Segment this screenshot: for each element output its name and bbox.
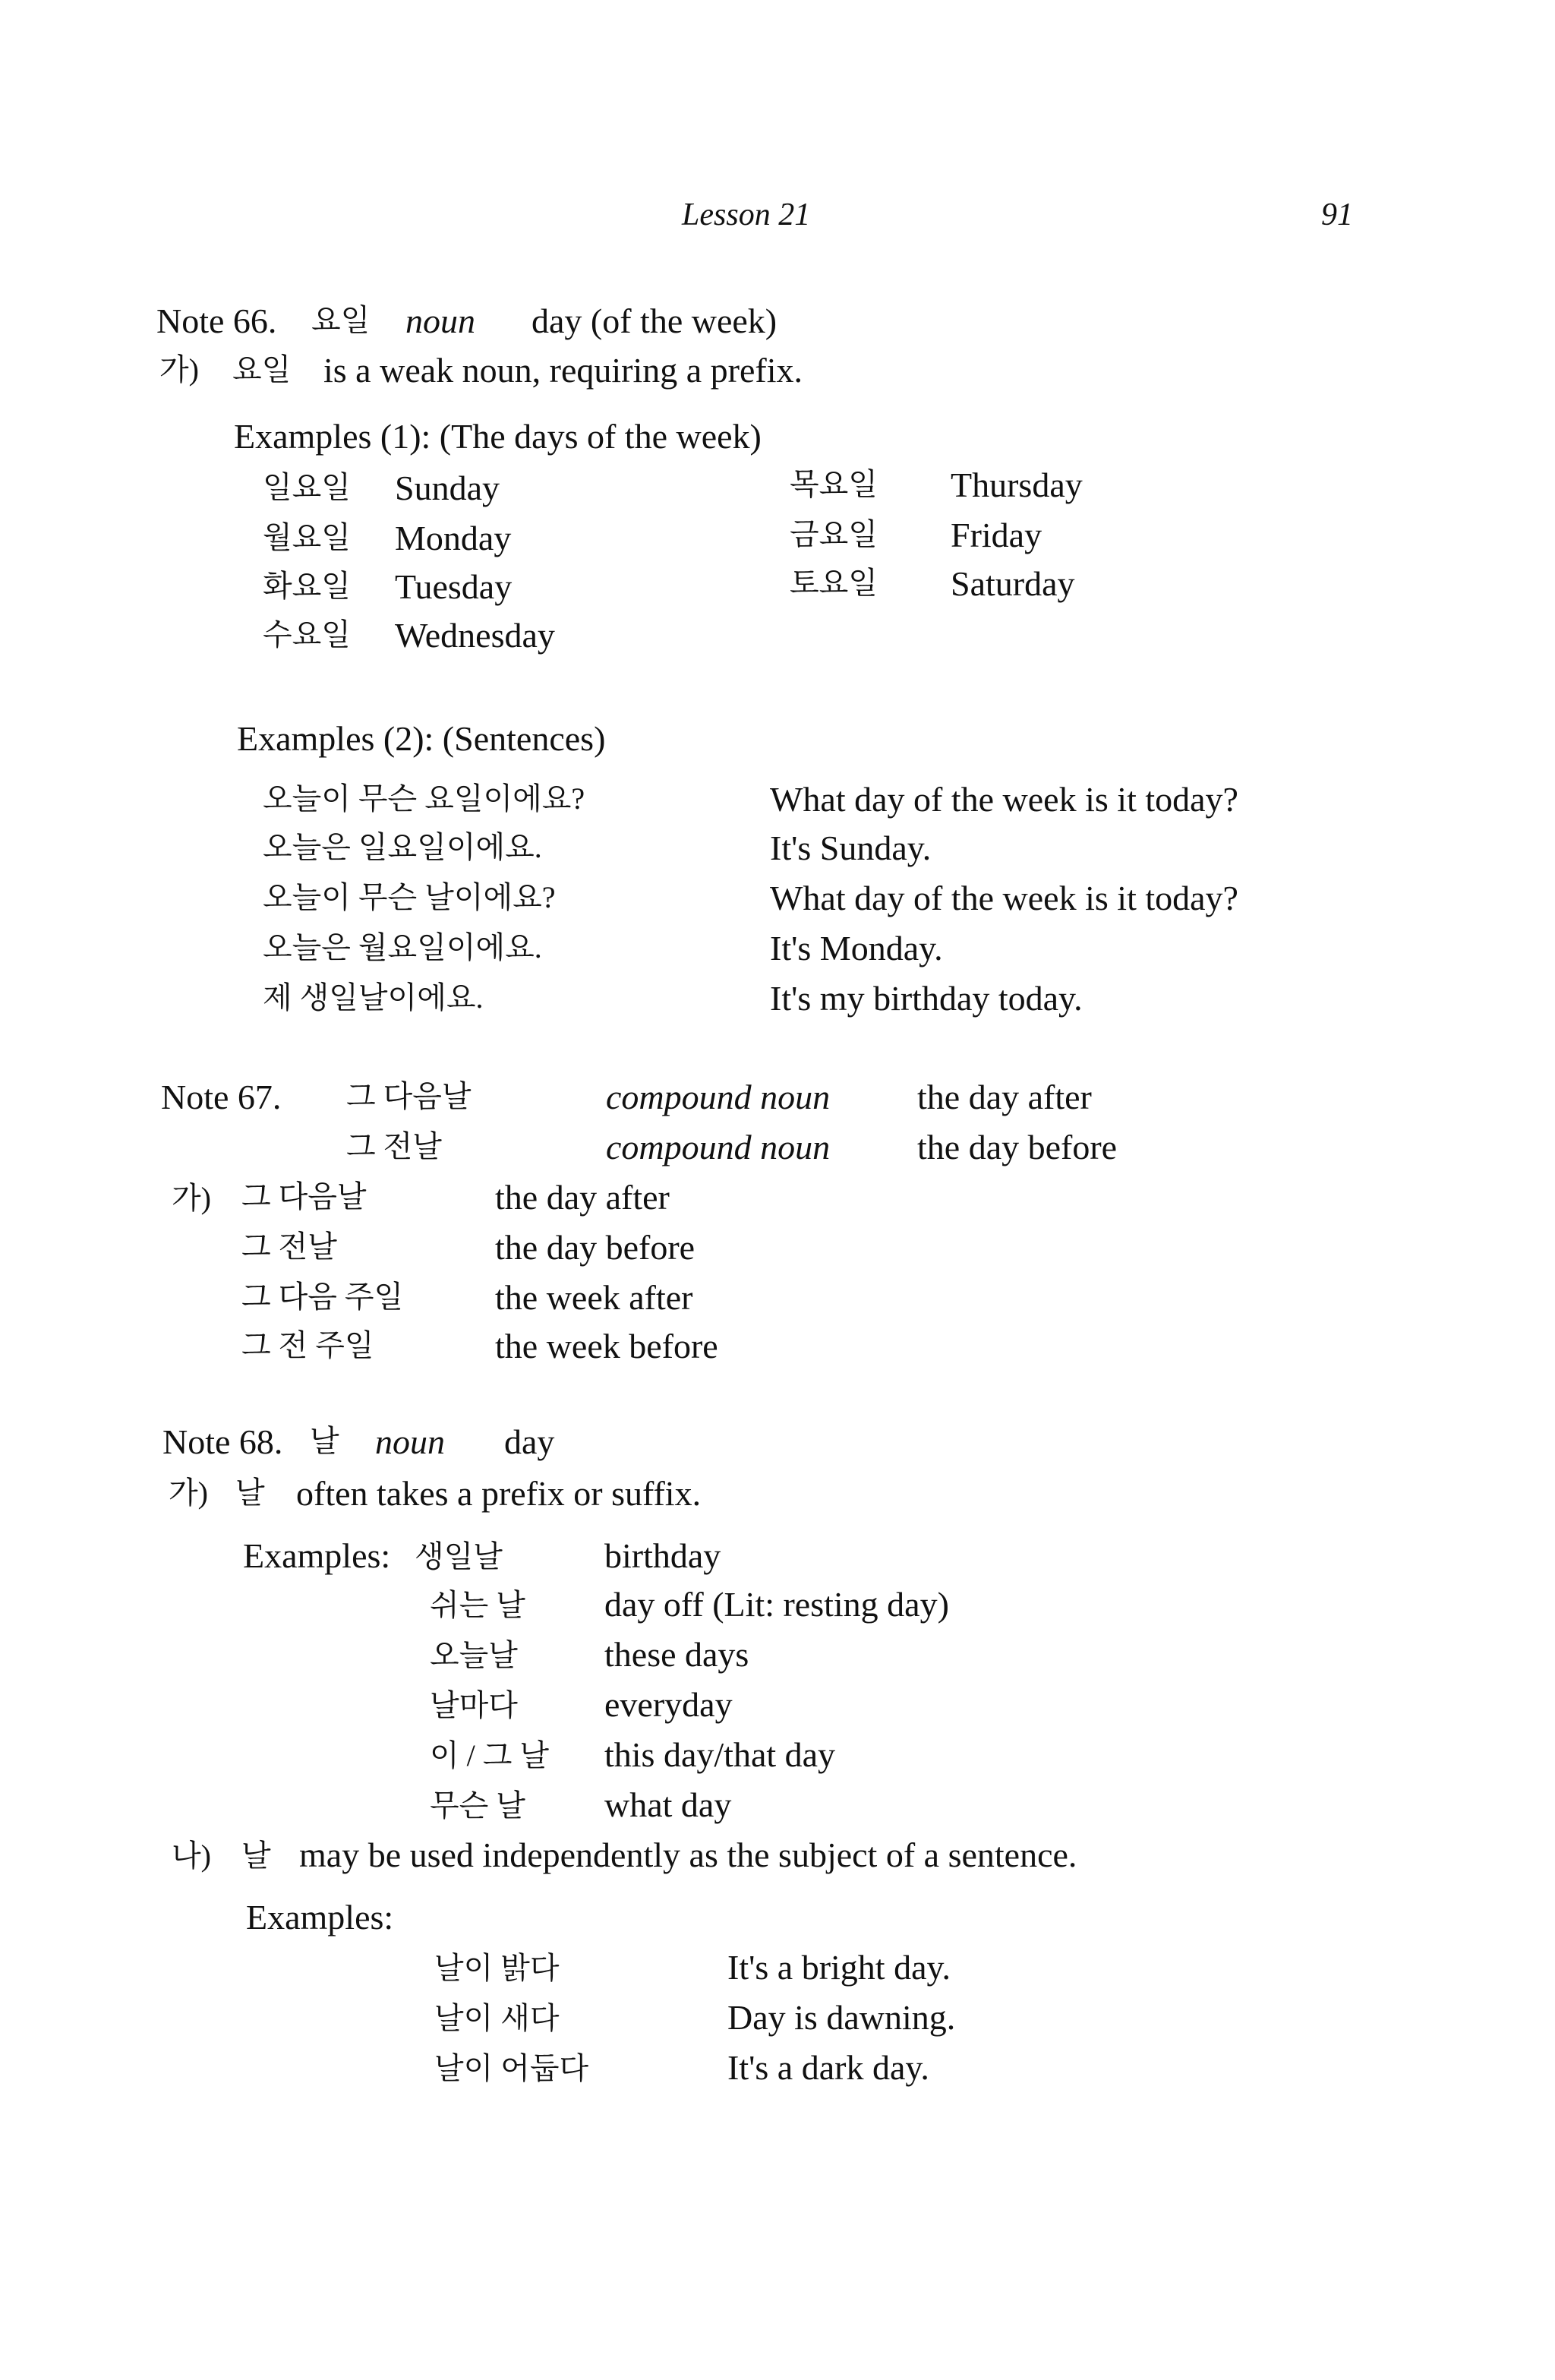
example-korean: 날이 밝다	[434, 1951, 560, 1985]
example-english: this day/that day	[604, 1735, 836, 1774]
note68-label: Note 68.	[162, 1422, 283, 1461]
day-english: Tuesday	[395, 567, 513, 606]
day-korean: 수요일	[263, 617, 351, 652]
example-english: the week after	[495, 1278, 693, 1317]
note68-pos: noun	[375, 1422, 445, 1461]
example-korean: 그 전날	[241, 1229, 337, 1264]
note66-gloss: day (of the week)	[531, 301, 778, 340]
example-korean: 쉬는 날	[430, 1588, 525, 1622]
note66-sub-a-marker: 가)	[159, 352, 199, 387]
example-korean: 날마다	[430, 1688, 518, 1722]
sentence-korean: 오늘이 무슨 날이에요?	[263, 880, 556, 914]
day-korean: 일요일	[263, 470, 351, 504]
day-english: Wednesday	[395, 616, 555, 655]
day-korean: 금요일	[790, 517, 878, 551]
sentence-english: It's Monday.	[770, 929, 943, 967]
note66-pos: noun	[405, 301, 475, 340]
day-english: Sunday	[395, 469, 500, 507]
example-english: what day	[604, 1785, 732, 1824]
note68-sub-a-term: 날	[235, 1476, 265, 1510]
compound-english: the day after	[917, 1078, 1092, 1116]
sentence-english: What day of the week is it today?	[770, 879, 1238, 917]
day-english: Thursday	[951, 466, 1083, 504]
page-number: 91	[1321, 197, 1353, 232]
example-english: the day after	[495, 1178, 670, 1217]
example-english: Day is dawning.	[727, 1998, 956, 2037]
note66-term: 요일	[311, 303, 371, 337]
sentence-korean: 오늘은 월요일이에요.	[263, 930, 542, 964]
note68-examples-b-label: Examples:	[246, 1898, 394, 1937]
example-korean: 생일날	[415, 1539, 503, 1574]
compound-korean: 그 전날	[346, 1129, 442, 1163]
note68-sub-b-term: 날	[241, 1839, 271, 1873]
example-korean: 무슨 날	[430, 1788, 525, 1823]
compound-pos: compound noun	[606, 1128, 831, 1166]
day-korean: 월요일	[263, 520, 351, 554]
note68-examples-label: Examples:	[243, 1536, 391, 1575]
note66-sub-a-term: 요일	[232, 352, 292, 387]
note67-label: Note 67.	[161, 1078, 282, 1116]
note66-sub-a-text: is a weak noun, requiring a prefix.	[323, 351, 803, 390]
sentence-korean: 오늘이 무슨 요일이에요?	[263, 781, 585, 816]
example-korean: 날이 새다	[434, 2001, 560, 2035]
example-korean: 그 다음 주일	[241, 1280, 404, 1314]
note68-sub-b-marker: 나)	[172, 1839, 211, 1873]
example-korean: 오늘날	[430, 1638, 518, 1672]
note68-sub-a-marker: 가)	[169, 1476, 208, 1510]
sentence-korean: 오늘은 일요일이에요.	[263, 830, 542, 864]
day-korean: 목요일	[790, 467, 878, 501]
example-english: day off (Lit: resting day)	[604, 1585, 949, 1624]
example-korean: 날이 어둡다	[434, 2051, 589, 2085]
note66-label: Note 66.	[156, 301, 277, 340]
compound-korean: 그 다음날	[346, 1079, 472, 1113]
day-korean: 화요일	[263, 569, 351, 603]
example-english: everyday	[604, 1685, 733, 1724]
sentence-korean: 제 생일날이에요.	[263, 980, 484, 1015]
examples1-heading: Examples (1): (The days of the week)	[234, 417, 762, 456]
day-korean: 토요일	[790, 566, 878, 600]
note68-sub-a-text: often takes a prefix or suffix.	[296, 1474, 702, 1513]
sentence-english: It's my birthday today.	[770, 979, 1083, 1018]
example-english: the week before	[495, 1327, 718, 1365]
compound-pos: compound noun	[606, 1078, 831, 1116]
example-korean: 이 / 그 날	[430, 1738, 550, 1772]
note67-sub-a-marker: 가)	[172, 1181, 211, 1215]
example-english: birthday	[604, 1536, 721, 1575]
example-english: It's a dark day.	[727, 2048, 929, 2087]
example-english: the day before	[495, 1228, 695, 1267]
day-english: Monday	[395, 519, 512, 557]
note68-term: 날	[310, 1424, 339, 1458]
examples2-heading: Examples (2): (Sentences)	[237, 719, 606, 758]
example-english: It's a bright day.	[727, 1948, 951, 1987]
example-korean: 그 다음날	[241, 1179, 367, 1214]
compound-english: the day before	[917, 1128, 1118, 1166]
day-english: Friday	[951, 516, 1042, 554]
note68-gloss: day	[504, 1422, 555, 1461]
sentence-english: What day of the week is it today?	[770, 780, 1238, 819]
running-header: Lesson 21	[682, 197, 811, 232]
example-korean: 그 전 주일	[241, 1328, 374, 1362]
day-english: Saturday	[951, 564, 1075, 603]
sentence-english: It's Sunday.	[770, 829, 932, 867]
note68-sub-b-text: may be used independently as the subject of a sentence.	[299, 1836, 1077, 1874]
example-english: these days	[604, 1635, 749, 1674]
